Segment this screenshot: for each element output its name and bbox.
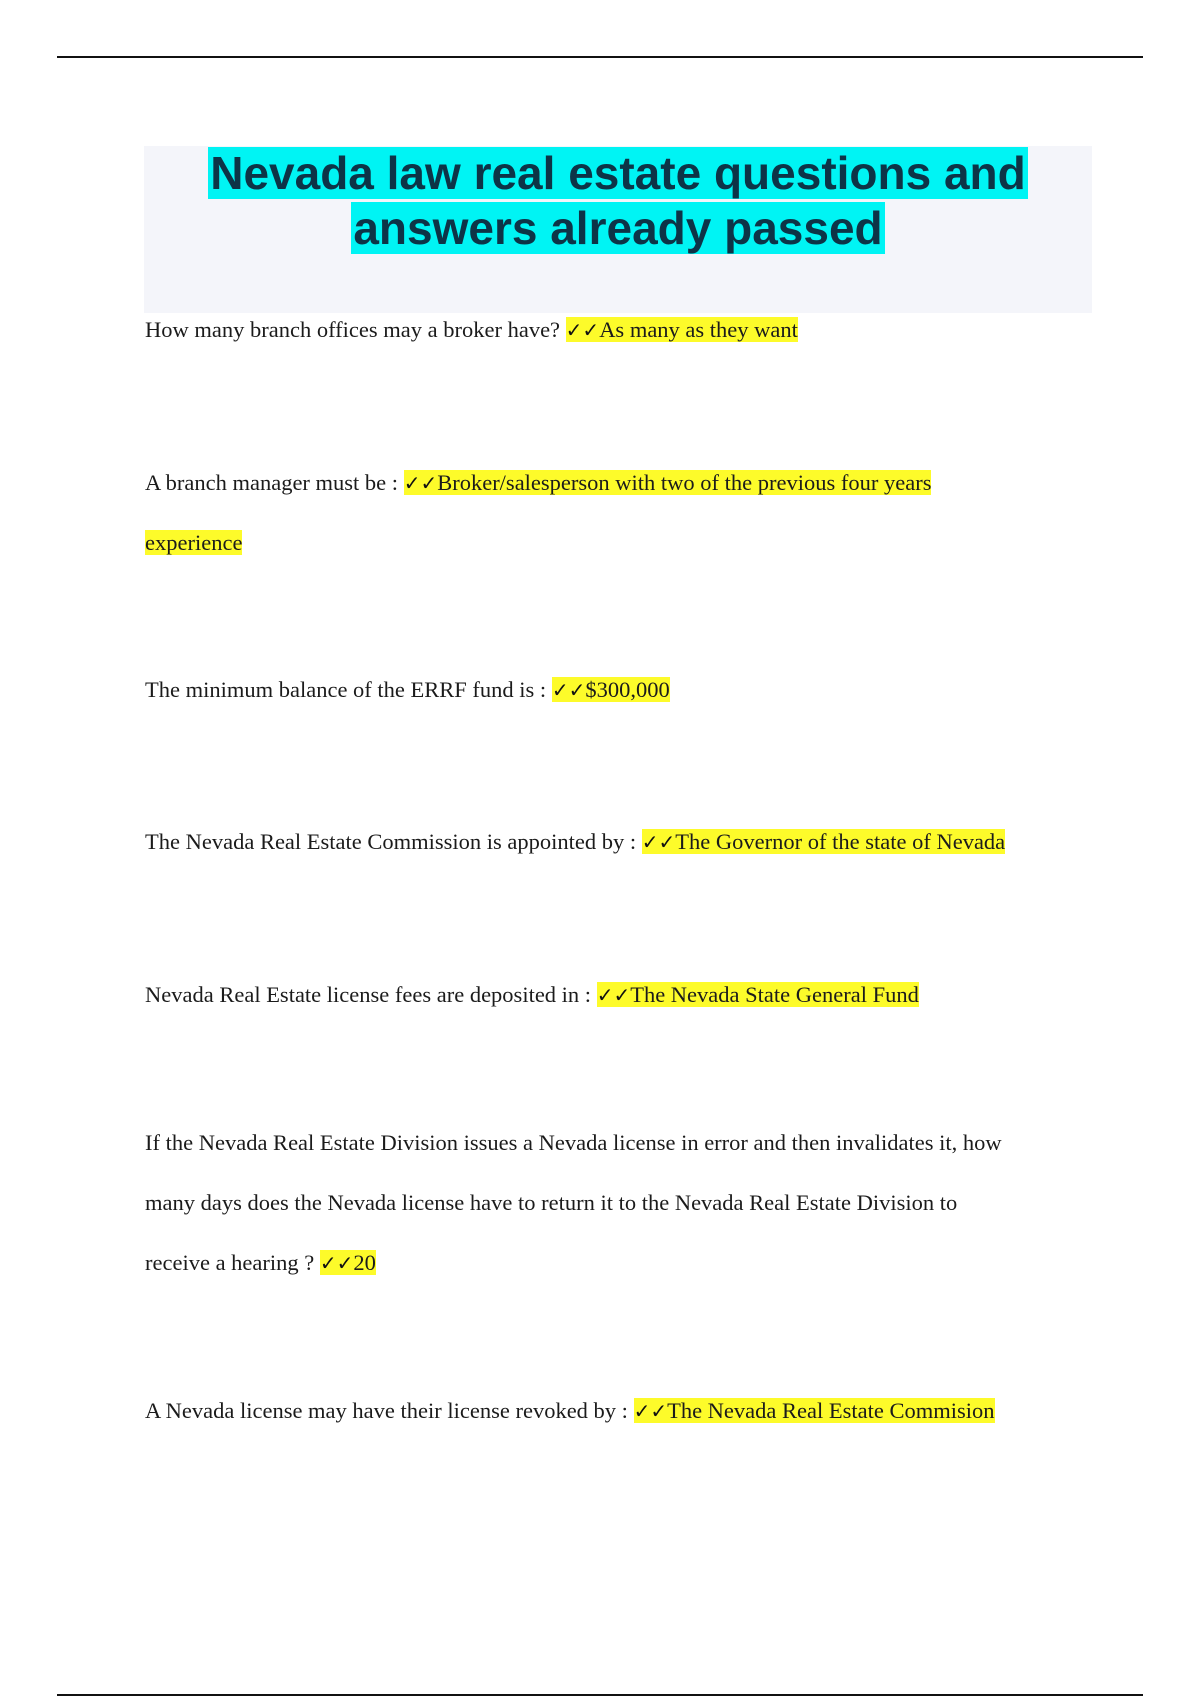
question-text-line-3: receive a hearing ? bbox=[145, 1250, 315, 1275]
question-text: How many branch offices may a broker have? bbox=[145, 317, 561, 342]
question-text: The Nevada Real Estate Commission is appointed by : bbox=[145, 829, 637, 854]
answer-text: The Nevada Real Estate Commision bbox=[667, 1398, 995, 1423]
qa-item-6 bbox=[145, 1113, 1085, 1293]
double-check-icon: ✓✓ bbox=[633, 1399, 668, 1423]
question-text: Nevada Real Estate license fees are deposited in : bbox=[145, 982, 592, 1007]
double-check-icon: ✓✓ bbox=[596, 983, 631, 1007]
document-title bbox=[144, 146, 1092, 256]
answer-highlight bbox=[552, 677, 670, 702]
top-rule bbox=[57, 56, 1143, 58]
qa-item-3 bbox=[145, 660, 1085, 720]
double-check-icon: ✓✓ bbox=[319, 1251, 354, 1275]
answer-highlight bbox=[597, 982, 919, 1007]
answer-highlight bbox=[634, 1398, 995, 1423]
double-check-icon: ✓✓ bbox=[641, 830, 676, 854]
bottom-rule bbox=[57, 1694, 1143, 1696]
question-text: The minimum balance of the ERRF fund is : bbox=[145, 677, 547, 702]
title-line-2: answers already passed bbox=[353, 202, 883, 254]
answer-highlight bbox=[404, 470, 932, 495]
answer-text: $300,000 bbox=[585, 677, 670, 702]
qa-item-1 bbox=[145, 300, 1085, 360]
qa-item-7 bbox=[145, 1381, 1085, 1441]
double-check-icon: ✓✓ bbox=[403, 471, 438, 495]
answer-text: As many as they want bbox=[599, 317, 798, 342]
title-block bbox=[144, 146, 1092, 313]
qa-item-2 bbox=[145, 453, 1085, 573]
double-check-icon: ✓✓ bbox=[565, 318, 600, 342]
answer-text: Broker/salesperson with two of the previous four years bbox=[437, 470, 932, 495]
answer-text: 20 bbox=[353, 1250, 376, 1275]
answer-highlight bbox=[566, 317, 798, 342]
question-text: A branch manager must be : bbox=[145, 470, 399, 495]
qa-item-4 bbox=[145, 812, 1085, 872]
answer-text-continued: experience bbox=[145, 530, 243, 555]
double-check-icon: ✓✓ bbox=[551, 678, 586, 702]
answer-highlight bbox=[320, 1250, 376, 1275]
answer-highlight-continued bbox=[145, 530, 242, 555]
answer-text: The Governor of the state of Nevada bbox=[675, 829, 1006, 854]
answer-highlight bbox=[642, 829, 1005, 854]
question-text-line-1: If the Nevada Real Estate Division issues a Nevada license in error and then invalidates it, how bbox=[145, 1130, 1002, 1155]
question-text-line-2: many days does the Nevada license have to return it to the Nevada Real Estate Division to bbox=[145, 1190, 958, 1215]
title-line-1: Nevada law real estate questions and bbox=[210, 147, 1026, 199]
qa-item-5 bbox=[145, 965, 1085, 1025]
question-text: A Nevada license may have their license revoked by : bbox=[145, 1398, 628, 1423]
answer-text: The Nevada State General Fund bbox=[630, 982, 919, 1007]
